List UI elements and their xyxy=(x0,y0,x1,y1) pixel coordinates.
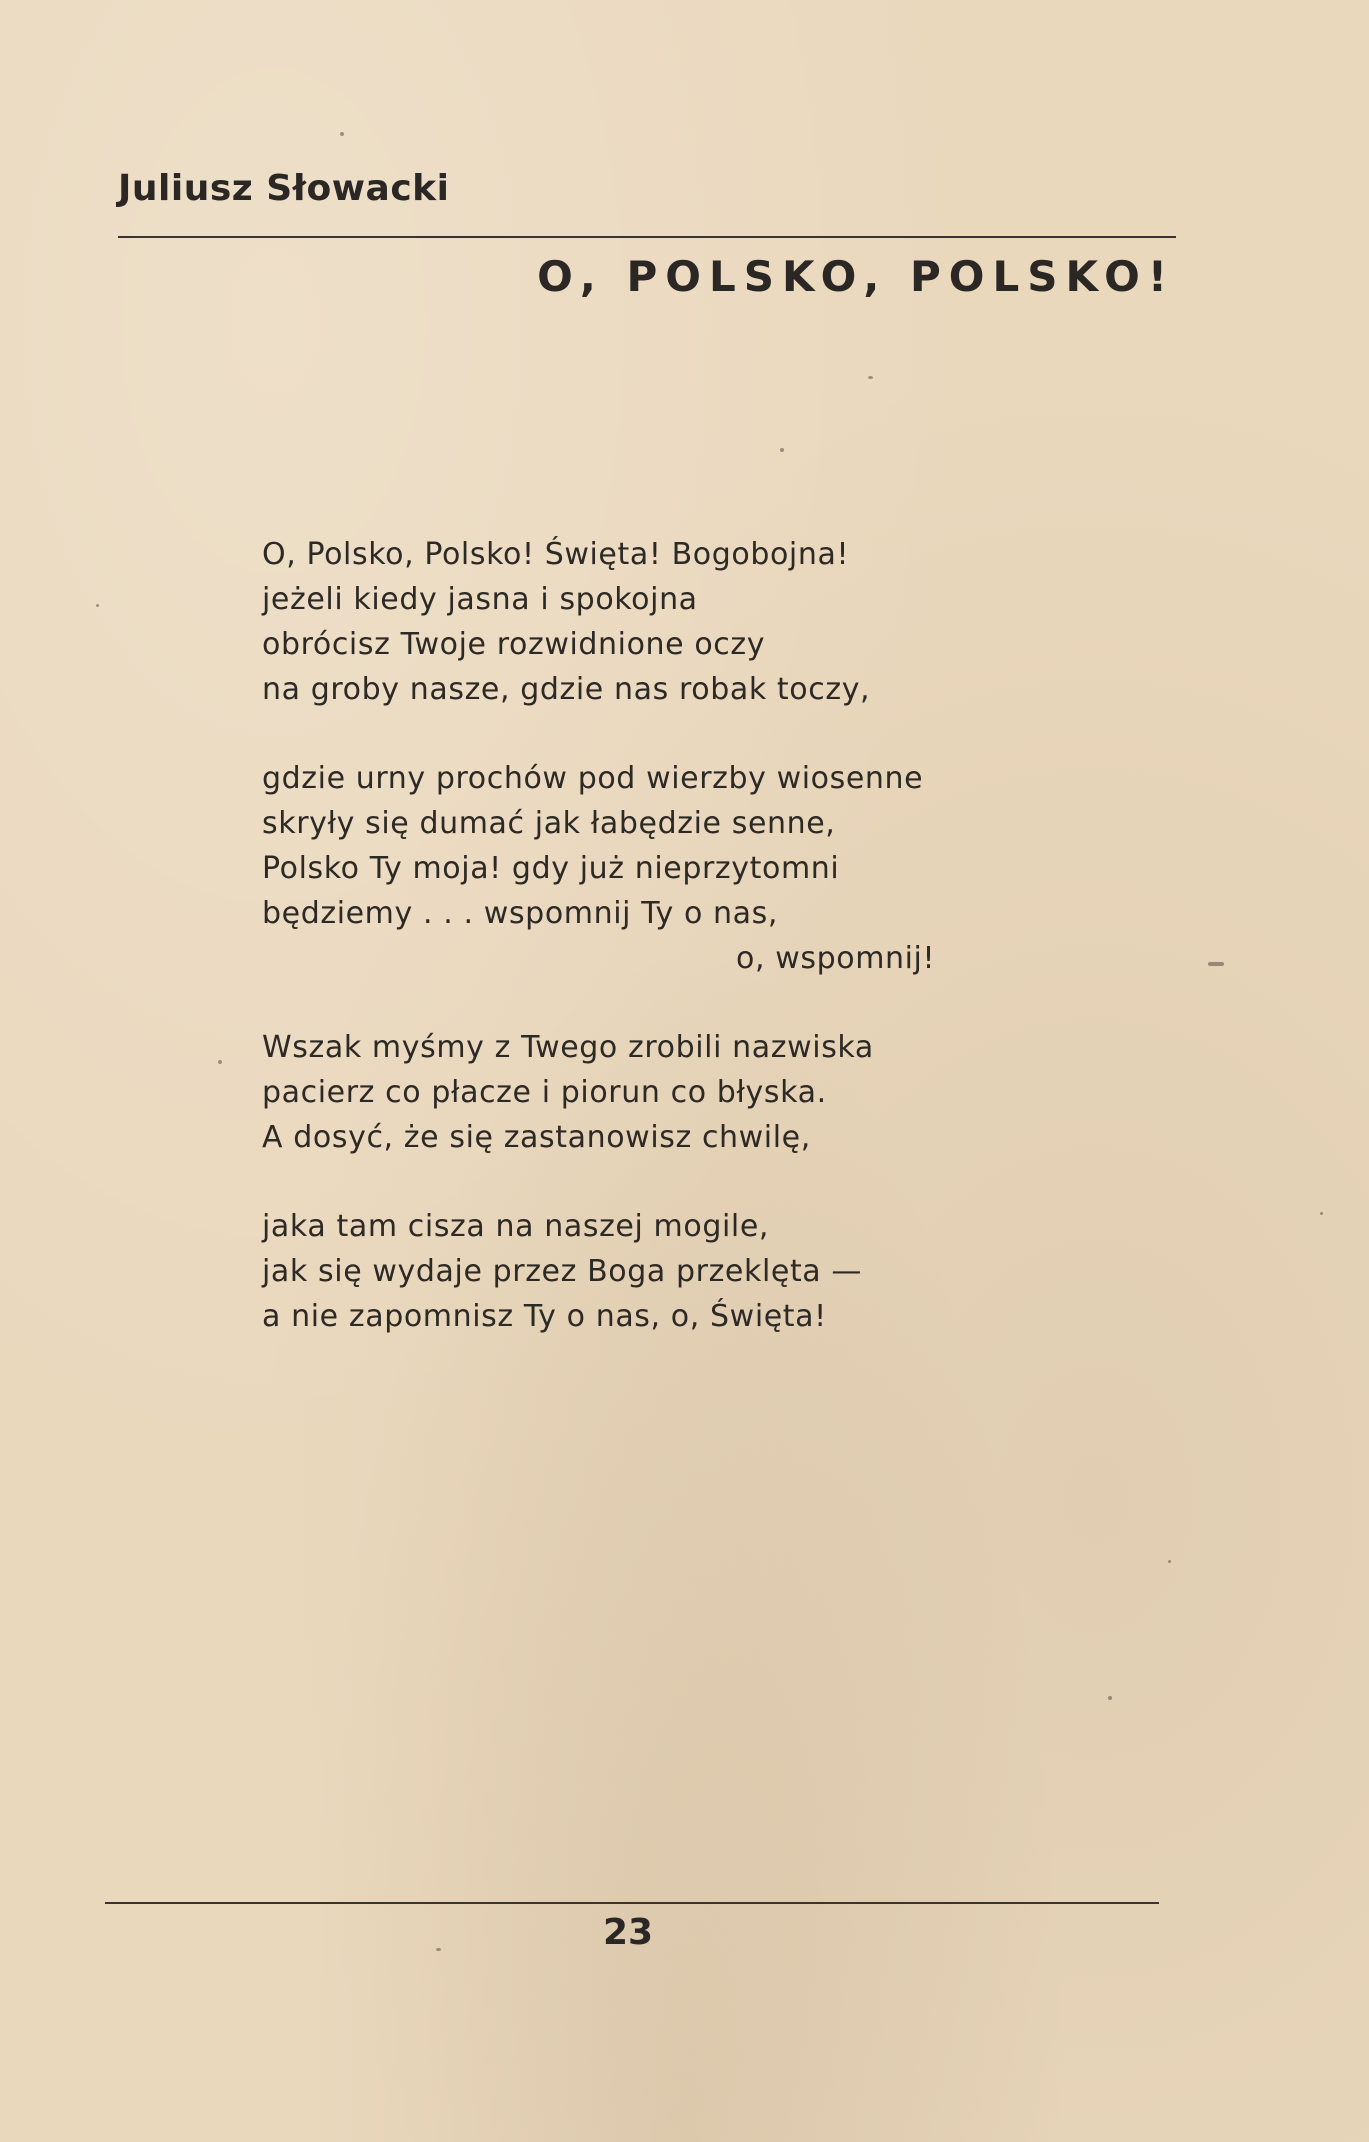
poem-line: skryły się dumać jak łabędzie senne, xyxy=(262,806,836,841)
header-rule xyxy=(118,236,1176,238)
poem-line: Wszak myśmy z Twego zrobili nazwiska xyxy=(262,1030,874,1065)
poem-line: A dosyć, że się zastanowisz chwilę, xyxy=(262,1120,811,1155)
paper-speck xyxy=(96,604,99,607)
stanza-3 xyxy=(262,1025,1082,1160)
paper-speck xyxy=(1108,1696,1112,1700)
paper-speck xyxy=(780,448,784,452)
paper-speck xyxy=(1208,962,1224,966)
poem-line: pacierz co płacze i piorun co błyska. xyxy=(262,1075,827,1110)
poem-line: na groby nasze, gdzie nas robak toczy, xyxy=(262,672,871,707)
paper-speck xyxy=(340,132,344,136)
poem-line: a nie zapomnisz Ty o nas, o, Święta! xyxy=(262,1299,827,1334)
poem-line: będziemy . . . wspomnij Ty o nas, xyxy=(262,896,779,931)
poem-line: jaka tam cisza na naszej mogile, xyxy=(262,1209,770,1244)
page-number: 23 xyxy=(602,1912,654,1953)
stanza-1 xyxy=(262,532,1082,712)
poem-line: Polsko Ty moja! gdy już nieprzytomni xyxy=(262,851,840,886)
poem-line: O, Polsko, Polsko! Święta! Bogobojna! xyxy=(262,537,850,572)
poem-line: obrócisz Twoje rozwidnione oczy xyxy=(262,627,766,662)
paper-speck xyxy=(436,1948,441,1951)
paper-speck xyxy=(1320,1212,1323,1215)
author-name: Juliusz Słowacki xyxy=(118,168,450,209)
paper-speck xyxy=(218,1060,222,1064)
paper-speck xyxy=(868,376,873,379)
stanza-4 xyxy=(262,1204,1082,1339)
poem-line: jeżeli kiedy jasna i spokojna xyxy=(262,582,698,617)
poem-line: gdzie urny prochów pod wierzby wiosenne xyxy=(262,761,924,796)
poem-title: O, POLSKO, POLSKO! xyxy=(537,252,1175,301)
poem-line-indented: o, wspomnij! xyxy=(736,941,936,976)
stanza-2 xyxy=(262,756,1082,981)
poem-line: jak się wydaje przez Boga przeklęta — xyxy=(262,1254,863,1289)
poem-body xyxy=(262,532,1082,1383)
footer-rule xyxy=(105,1902,1159,1904)
paper-speck xyxy=(1168,1560,1171,1563)
